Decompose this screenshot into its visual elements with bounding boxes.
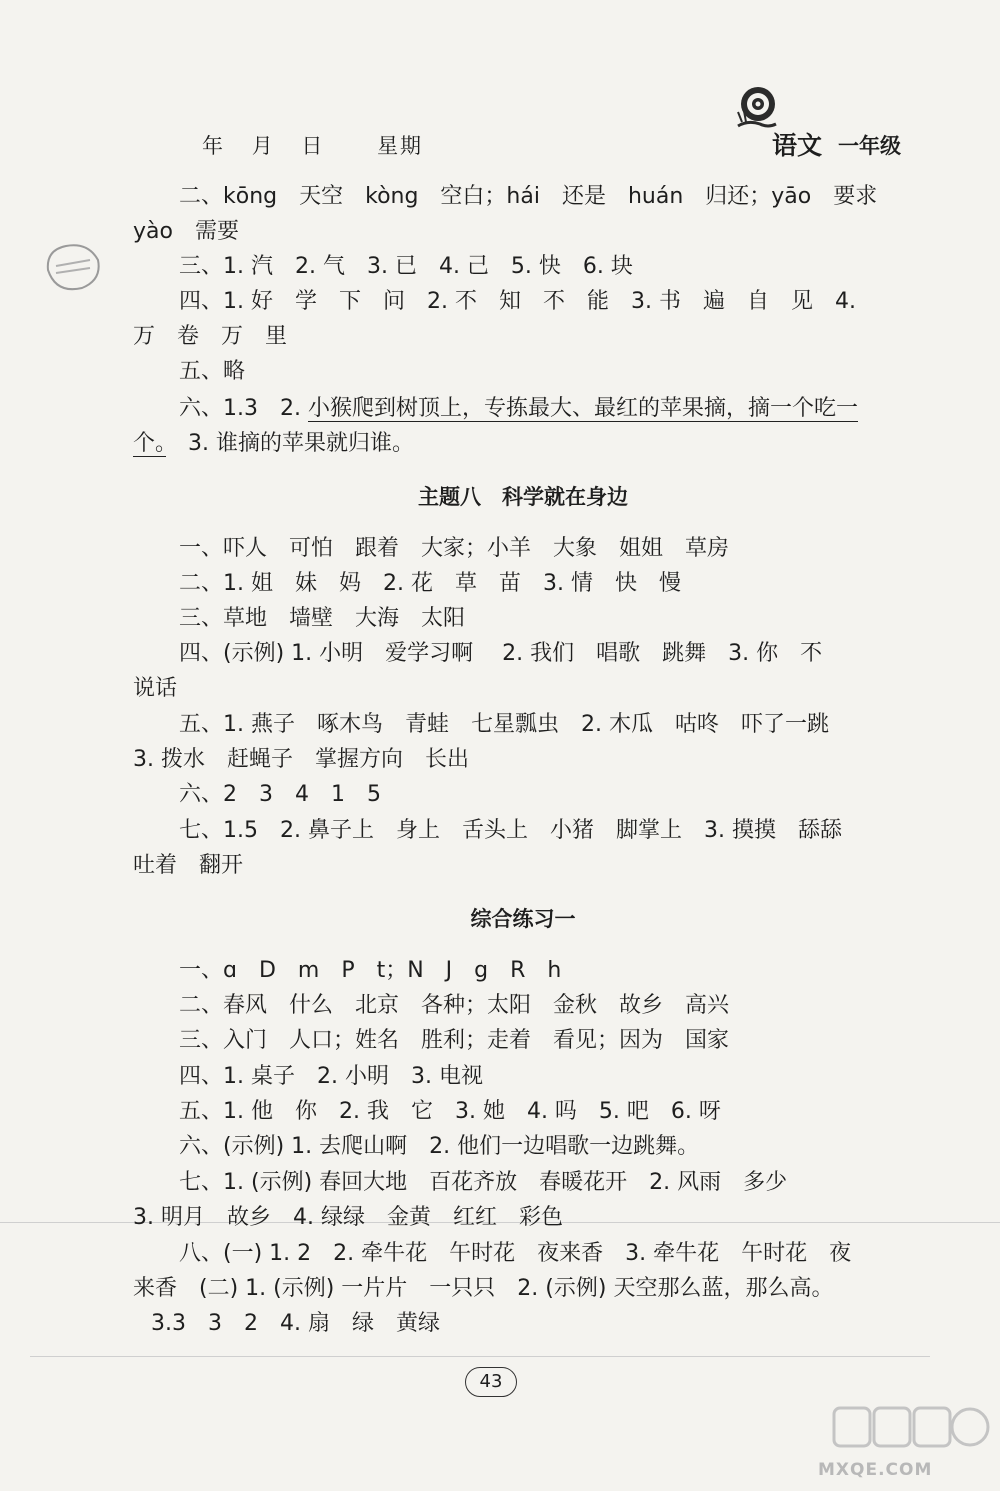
underlined-answer: 个。 (133, 431, 167, 456)
page-number (465, 1367, 517, 1397)
date-day: 日 (301, 134, 325, 158)
answer-line: 万 卷 万 里 (133, 324, 288, 349)
watermark-logo-icon (832, 1402, 992, 1452)
answer-line (179, 392, 858, 426)
answer-line: 一、吓人 可怕 跟着 大家；小羊 大象 姐姐 草房 (179, 536, 730, 561)
subject-label: 语文 (772, 131, 823, 160)
page-header (0, 120, 1000, 170)
answer-line: 七、1. (示例) 春回大地 百花齐放 春暖花开 2. 风雨 多少 (179, 1170, 788, 1195)
snail-mascot-icon (732, 82, 782, 132)
answer-line: 三、草地 墙壁 大海 太阳 (179, 606, 466, 631)
section-heading: 主题八 科学就在身边 (418, 485, 628, 509)
date-week: 星期 (377, 134, 424, 158)
section-heading: 综合练习一 (470, 907, 576, 931)
answer-line: 一、ɑ D m P t；N J g R h (179, 958, 562, 983)
page-number-label: 43 (465, 1367, 517, 1397)
date-year: 年 (202, 134, 225, 158)
answer-line: 四、1. 好 学 下 问 2. 不 知 不 能 3. 书 遍 自 见 4. (179, 289, 856, 314)
answer-line: 二、春风 什么 北京 各种；太阳 金秋 故乡 高兴 (179, 993, 730, 1018)
grade-label: 一年级 (838, 134, 901, 158)
answer-line: 五、略 (179, 359, 246, 384)
answer-line: 五、1. 他 你 2. 我 它 3. 她 4. 吗 5. 吧 6. 呀 (179, 1099, 721, 1124)
answer-line: 3. 明月 故乡 4. 绿绿 金黄 红红 彩色 (133, 1205, 563, 1230)
answer-line: 说话 (133, 676, 178, 701)
answer-line: 三、1. 汽 2. 气 3. 已 4. 己 5. 快 6. 块 (179, 254, 633, 279)
answer-line: 二、kōng 天空 kòng 空白；hái 还是 huán 归还；yāo 要求 (179, 184, 878, 209)
answer-line: 四、1. 桌子 2. 小明 3. 电视 (179, 1064, 483, 1089)
answer-line: 来香 (二) 1. (示例) 一片片 一只只 2. (示例) 天空那么蓝，那么高。 (133, 1276, 834, 1301)
answer-line: 四、(示例) 1. 小明 爱学习啊 2. 我们 唱歌 跳舞 3. 你 不 (179, 641, 823, 666)
answer-line (133, 427, 414, 461)
margin-stamp-icon (42, 240, 104, 294)
divider (30, 1356, 930, 1357)
answer-line: 五、1. 燕子 啄木鸟 青蛙 七星瓢虫 2. 木瓜 咕咚 吓了一跳 (179, 712, 829, 737)
answer-line: 六、2 3 4 1 5 (179, 782, 381, 807)
answer-line: 七、1.5 2. 鼻子上 身上 舌头上 小猪 脚掌上 3. 摸摸 舔舔 (179, 818, 842, 843)
answer-line: 二、1. 姐 妹 妈 2. 花 草 苗 3. 情 快 慢 (179, 571, 681, 596)
answer-line: yào 需要 (133, 219, 239, 244)
date-line (202, 130, 441, 160)
answer-line: 八、(一) 1. 2 2. 牵牛花 午时花 夜来香 3. 牵牛花 午时花 夜 (179, 1241, 852, 1266)
answer-line: 3.3 3 2 4. 扇 绿 黄绿 (151, 1311, 440, 1336)
watermark-url: MXQE.COM (818, 1460, 933, 1480)
answer-text: 六、1.3 2. (179, 396, 308, 421)
answer-text: 3. 谁摘的苹果就归谁。 (166, 431, 414, 456)
date-month: 月 (251, 134, 275, 158)
answer-line: 3. 拨水 赶蝇子 掌握方向 长出 (133, 747, 469, 772)
underlined-answer: 小猴爬到树顶上，专拣最大、最红的苹果摘，摘一个吃一 (307, 396, 858, 421)
answer-line: 吐着 翻开 (133, 853, 244, 878)
answer-line: 六、(示例) 1. 去爬山啊 2. 他们一边唱歌一边跳舞。 (179, 1134, 700, 1159)
answer-line: 三、入门 人口；姓名 胜利；走着 看见；因为 国家 (179, 1028, 730, 1053)
